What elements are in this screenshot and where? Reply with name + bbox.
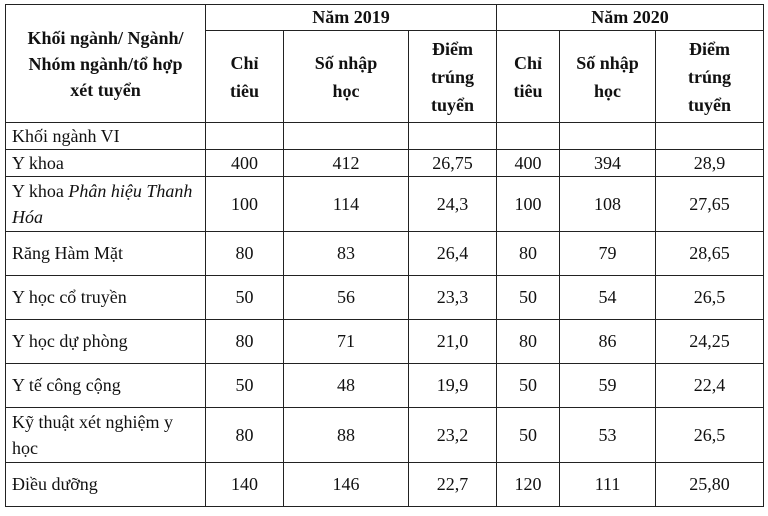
cell: 111: [560, 463, 656, 507]
cell: 140: [206, 463, 284, 507]
cell: 22,4: [656, 364, 764, 408]
cell: 23,3: [409, 276, 497, 320]
cell: 120: [497, 463, 560, 507]
header-chi-tieu-2020: Chỉ tiêu: [497, 31, 560, 123]
cell: 26,4: [409, 232, 497, 276]
cell: 100: [206, 177, 284, 232]
cell: 25,80: [656, 463, 764, 507]
cell: [656, 123, 764, 150]
table-row: [6, 177, 764, 232]
header-year-2019: Năm 2019: [206, 5, 497, 31]
cell: 400: [206, 150, 284, 177]
row-name: Y khoa: [6, 150, 206, 177]
header-diem-2019: Điểm trúng tuyển: [409, 31, 497, 123]
cell: 21,0: [409, 320, 497, 364]
cell: 80: [206, 232, 284, 276]
cell: 400: [497, 150, 560, 177]
cell: 394: [560, 150, 656, 177]
cell: 24,25: [656, 320, 764, 364]
cell: 28,65: [656, 232, 764, 276]
cell: 26,5: [656, 276, 764, 320]
cell: 71: [284, 320, 409, 364]
cell: 83: [284, 232, 409, 276]
table-row: [6, 364, 764, 408]
cell: [497, 123, 560, 150]
cell: 50: [497, 408, 560, 463]
table-row: [6, 276, 764, 320]
table-row: [6, 320, 764, 364]
row-name: Răng Hàm Mặt: [6, 232, 206, 276]
cell: 50: [497, 364, 560, 408]
cell: 26,75: [409, 150, 497, 177]
table-row: [6, 408, 764, 463]
cell: 22,7: [409, 463, 497, 507]
cell: 50: [497, 276, 560, 320]
cell: 108: [560, 177, 656, 232]
cell: [560, 123, 656, 150]
table-row: [6, 232, 764, 276]
cell: 146: [284, 463, 409, 507]
row-name: Khối ngành VI: [6, 123, 206, 150]
cell: 56: [284, 276, 409, 320]
cell: 59: [560, 364, 656, 408]
cell: 80: [497, 232, 560, 276]
header-year-2020: Năm 2020: [497, 5, 764, 31]
row-name: Điều dưỡng: [6, 463, 206, 507]
table-row: [6, 123, 764, 150]
row-name: Y khoa Phân hiệu Thanh Hóa: [6, 177, 206, 232]
header-group-column: Khối ngành/ Ngành/ Nhóm ngành/tổ hợp xét tuyển: [6, 5, 206, 123]
cell: 54: [560, 276, 656, 320]
cell: 80: [206, 408, 284, 463]
row-name: Kỹ thuật xét nghiệm y học: [6, 408, 206, 463]
cell: 53: [560, 408, 656, 463]
row-name: Y học dự phòng: [6, 320, 206, 364]
row-name: Y tế công cộng: [6, 364, 206, 408]
cell: 48: [284, 364, 409, 408]
admission-table: [5, 4, 764, 507]
cell: 80: [497, 320, 560, 364]
row-name: Y học cổ truyền: [6, 276, 206, 320]
cell: 23,2: [409, 408, 497, 463]
cell: [206, 123, 284, 150]
cell: 100: [497, 177, 560, 232]
cell: 114: [284, 177, 409, 232]
cell: [409, 123, 497, 150]
cell: 27,65: [656, 177, 764, 232]
cell: 86: [560, 320, 656, 364]
cell: 88: [284, 408, 409, 463]
cell: 412: [284, 150, 409, 177]
header-so-nhap-hoc-2019: Số nhập học: [284, 31, 409, 123]
cell: 24,3: [409, 177, 497, 232]
cell: 19,9: [409, 364, 497, 408]
cell: 50: [206, 276, 284, 320]
cell: [284, 123, 409, 150]
table-row: [6, 463, 764, 507]
cell: 79: [560, 232, 656, 276]
cell: 26,5: [656, 408, 764, 463]
cell: 28,9: [656, 150, 764, 177]
header-so-nhap-hoc-2020: Số nhập học: [560, 31, 656, 123]
header-chi-tieu-2019: Chỉ tiêu: [206, 31, 284, 123]
table-row: [6, 150, 764, 177]
header-diem-2020: Điểm trúng tuyển: [656, 31, 764, 123]
cell: 80: [206, 320, 284, 364]
cell: 50: [206, 364, 284, 408]
